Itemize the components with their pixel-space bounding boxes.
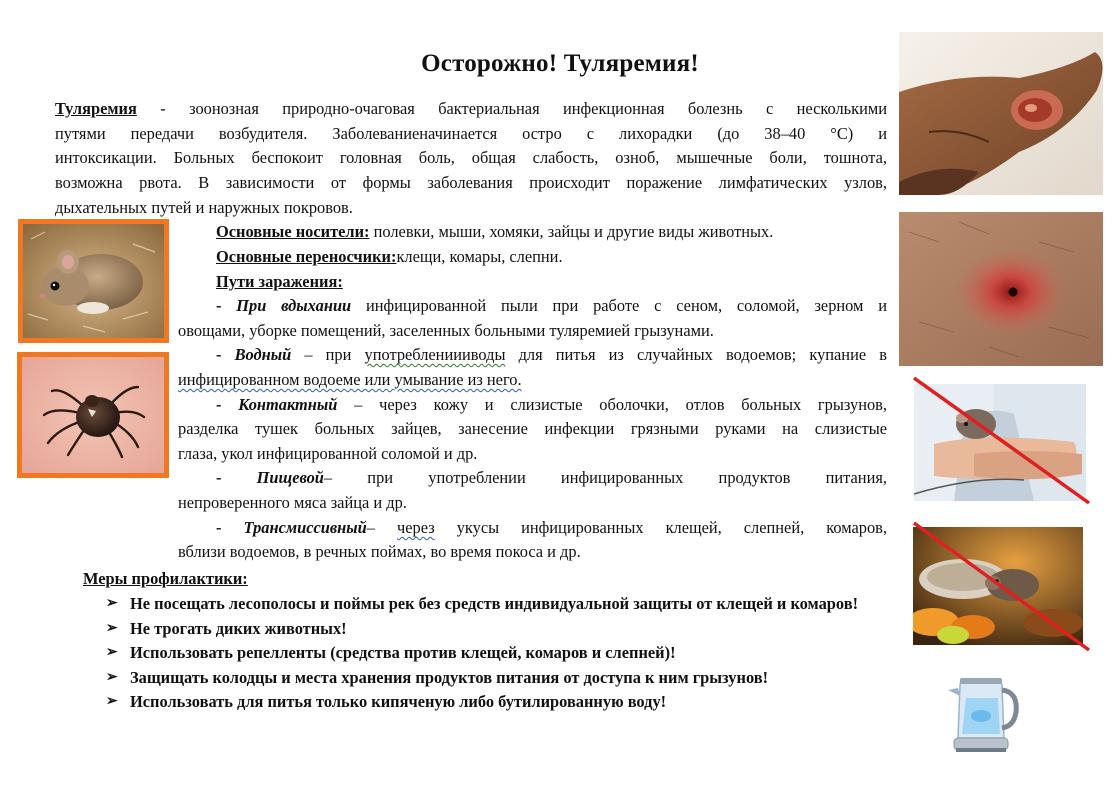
route-food-name: Пищевой: [256, 468, 324, 487]
electric-kettle-photo: [936, 668, 1031, 765]
route-dash: -: [216, 296, 237, 315]
prevention-item-text: Использовать репелленты (средства против клещей, комаров и слепней)!: [130, 643, 676, 662]
carriers-label: Основные носители:: [216, 222, 370, 241]
route-transmissive-line-2: вблизи водоемов, в речных поймах, во время покоса и др.: [178, 542, 581, 561]
route-water-text-marked: употреблениииводы: [364, 345, 506, 364]
route-dash: -: [216, 395, 239, 414]
route-transmissive-text-marked: через: [397, 518, 435, 537]
prevention-item-text: Защищать колодцы и места хранения продуктов питания от доступа к ним грызунов!: [130, 667, 769, 687]
arrow-bullet-icon: ➢: [106, 669, 118, 685]
route-food-line-2: непроверенного мяса зайца и др.: [178, 493, 407, 512]
route-dash: -: [216, 345, 235, 364]
routes-label: Пути заражения:: [216, 272, 343, 291]
route-water-text: – при: [291, 345, 365, 364]
route-air-text: инфицированной пыли при работе с сеном, соломой, зерном и: [351, 296, 888, 315]
route-water-name: Водный: [234, 345, 292, 364]
route-contact-name: Контактный: [238, 395, 338, 414]
route-air-line-2: овощами, уборке помещений, заселенных больными туляремией грызунами.: [178, 321, 714, 340]
route-contact-line-3: глаза, укол инфицированной соломой и др.: [178, 444, 478, 463]
cross-line-hand: [914, 378, 1089, 503]
route-transmissive-text: –: [366, 518, 397, 537]
arrow-bullet-icon: ➢: [106, 596, 118, 611]
route-dash: -: [216, 518, 244, 537]
prevention-item-text: Не трогать диких животных!: [130, 618, 347, 638]
prevention-label: Меры профилактики:: [83, 569, 248, 588]
route-contact-text: – через кожу и слизистые оболочки, отлов больных грызунов,: [337, 395, 887, 414]
arrow-bullet-icon: ➢: [106, 694, 118, 709]
route-contact-line-2: разделка тушек больных зайцев, занесение инфекции грязными руками на слизистые: [178, 419, 887, 438]
arrow-bullet-icon: ➢: [106, 620, 118, 636]
intro-line-5: дыхательных путей и наружных покровов.: [55, 198, 353, 217]
route-transmissive-text-rest: укусы инфицированных клещей, слепней, комаров,: [434, 518, 887, 537]
kettle-image: [936, 668, 1031, 765]
intro-line-2: путями передачи возбудителя. Заболеваниеначинается остро с лихорадки (до 38–40 °С) и: [55, 124, 887, 143]
prevention-item-text: Не посещать лесополосы и поймы рек без средств индивидуальной защиты от клещей и комаров!: [130, 594, 859, 613]
intro-line-4: возможна рвота. В зависимости от формы заболевания происходит поражение лимфатических узлов,: [55, 173, 887, 192]
route-air-name: При вдыхании: [236, 296, 352, 315]
route-water-text-rest: для питья из случайных водоемов; купание в: [505, 345, 887, 364]
route-food-text: – при употреблении инфицированных продуктов питания,: [323, 468, 887, 487]
page-title: Осторожно! Туляремия!: [421, 50, 699, 77]
arrow-bullet-icon: ➢: [106, 645, 118, 660]
vectors-label: Основные переносчики:: [216, 247, 397, 266]
route-transmissive-name: Трансмиссивный: [243, 518, 367, 537]
vectors-text: клещи, комары, слепни.: [396, 247, 563, 266]
route-dash: -: [216, 468, 257, 487]
carriers-text: полевки, мыши, хомяки, зайцы и другие виды животных.: [369, 222, 774, 241]
route-water-text-2: инфицированном водоеме или умывание из него.: [178, 370, 522, 389]
term-tularemia: Туляремия: [55, 99, 137, 118]
cross-line-food: [914, 523, 1089, 650]
intro-text: - зоонозная природно-очаговая бактериальная инфекционная болезнь с несколькими: [136, 99, 887, 118]
prevention-item-text: Использовать для питья только кипяченую либо бутилированную воду!: [130, 692, 667, 711]
intro-line-3: интоксикации. Больных беспокоит головная боль, общая слабость, озноб, мышечные боли, тошнота,: [55, 148, 887, 167]
